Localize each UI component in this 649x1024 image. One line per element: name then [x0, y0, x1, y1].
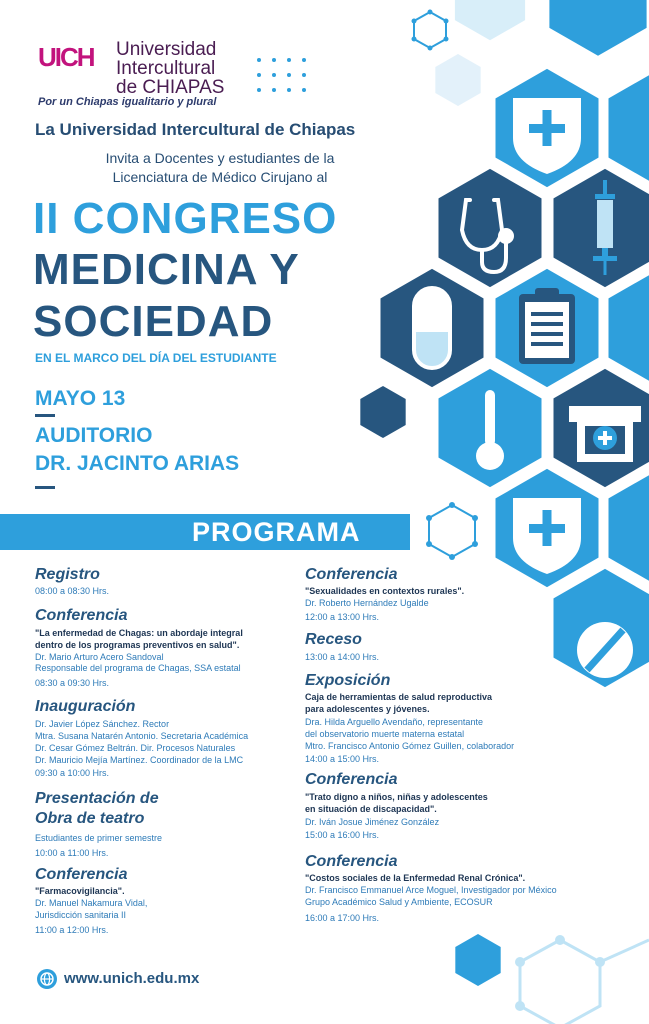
logo-line-2: Intercultural [116, 58, 216, 79]
headline-line-3: SOCIEDAD [33, 297, 274, 346]
teatro-heading-1: Presentación de [35, 790, 159, 807]
conf1-speaker-1: Dr. Mario Arturo Acero Sandoval [35, 652, 164, 662]
inaug-heading: Inauguración [35, 698, 136, 715]
divider [35, 414, 55, 417]
conf1-speaker-2: Responsable del programa de Chagas, SSA estatal [35, 663, 241, 673]
inaug-person-1: Dr. Javier López Sánchez. Rector [35, 719, 170, 729]
conf1-title-1: "La enfermedad de Chagas: un abordaje integral [35, 628, 243, 638]
first-aid-kit-icon [569, 406, 641, 462]
conf2-time: 11:00 a 12:00 Hrs. [35, 925, 109, 935]
conf2-heading: Conferencia [35, 866, 128, 883]
conf1-title-2: dentro de los programas preventivos en salud". [35, 640, 240, 650]
receso-time: 13:00 a 14:00 Hrs. [305, 652, 380, 662]
conf1-heading: Conferencia [35, 607, 128, 624]
expo-time: 14:00 a 15:00 Hrs. [305, 754, 380, 764]
conf5-heading: Conferencia [305, 853, 398, 870]
receso-heading: Receso [305, 631, 362, 648]
website-link[interactable]: www.unich.edu.mx [64, 970, 200, 987]
conf5-speaker-1: Dr. Francisco Emmanuel Arce Moguel, Investigador por México [305, 885, 557, 895]
conf2-title: "Farmacovigilancia". [35, 886, 125, 896]
expo-title-2: para adolescentes y jóvenes. [305, 704, 430, 714]
expo-person-3: Mtro. Francisco Antonio Gómez Guillen, colaborador [305, 741, 515, 751]
logo-line-3: de CHIAPAS [116, 77, 225, 98]
globe-icon [37, 969, 57, 989]
intro-line-1: Invita a Docentes y estudiantes de la [105, 150, 335, 166]
conf5-title: "Costos sociales de la Enfermedad Renal Crónica". [305, 873, 526, 883]
inaug-time: 09:30 a 10:00 Hrs. [35, 768, 110, 778]
registro-time: 08:00 a 08:30 Hrs. [35, 586, 110, 596]
program-label: PROGRAMA [192, 517, 361, 547]
conf5-speaker-2: Grupo Académico Salud y Ambiente, ECOSUR [305, 897, 493, 907]
conf1-time: 08:30 a 09:30 Hrs. [35, 678, 110, 688]
teatro-desc: Estudiantes de primer semestre [35, 833, 163, 843]
conf3-time: 12:00 a 13:00 Hrs. [305, 612, 380, 622]
logo-mark: UICH [38, 42, 94, 72]
inaug-person-3: Dr. Cesar Gómez Beltrán. Dir. Procesos Naturales [35, 743, 236, 753]
clipboard-icon [519, 288, 575, 364]
intro-line-2: Licenciatura de Médico Cirujano al [112, 169, 328, 185]
expo-person-1: Dra. Hilda Arguello Avendaño, representante [305, 717, 483, 727]
conf4-speaker: Dr. Iván Josue Jiménez González [305, 817, 440, 827]
divider [35, 486, 55, 489]
headline-subtitle: EN EL MARCO DEL DÍA DEL ESTUDIANTE [35, 351, 277, 365]
conf2-speaker-1: Dr. Manuel Nakamura Vidal, [35, 898, 148, 908]
capsule-icon [414, 288, 450, 368]
logo-line-1: Universidad [116, 39, 217, 60]
registro-heading: Registro [35, 566, 100, 583]
headline-line-1: II CONGRESO [33, 194, 338, 243]
event-date: MAYO 13 [35, 387, 126, 410]
expo-title-1: Caja de herramientas de salud reproductiva [305, 692, 493, 702]
conf4-title-1: "Trato digno a niños, niñas y adolescentes [305, 792, 488, 802]
conf4-time: 15:00 a 16:00 Hrs. [305, 830, 380, 840]
conf4-heading: Conferencia [305, 771, 398, 788]
inaug-person-2: Mtra. Susana Natarén Antonio. Secretaria Académica [35, 731, 249, 741]
conf4-title-2: en situación de discapacidad". [305, 804, 437, 814]
intro-title: La Universidad Intercultural de Chiapas [35, 120, 356, 139]
conf3-title: "Sexualidades en contextos rurales". [305, 586, 465, 596]
conf2-speaker-2: Jurisdicción sanitaria II [35, 910, 127, 920]
logo-tagline: Por un Chiapas igualitario y plural [38, 96, 217, 108]
conf3-speaker: Dr. Roberto Hernández Ugalde [305, 598, 429, 608]
event-place-2: DR. JACINTO ARIAS [35, 452, 240, 475]
pill-icon [577, 622, 633, 678]
teatro-heading-2: Obra de teatro [35, 810, 145, 827]
conf3-heading: Conferencia [305, 566, 398, 583]
inaug-person-4: Dr. Mauricio Mejía Martínez. Coordinador de la LMC [35, 755, 244, 765]
event-place-1: AUDITORIO [35, 424, 153, 447]
headline-line-2: MEDICINA Y [33, 245, 300, 294]
teatro-time: 10:00 a 11:00 Hrs. [35, 848, 109, 858]
expo-person-2: del observatorio muerte materna estatal [305, 729, 465, 739]
conf5-time: 16:00 a 17:00 Hrs. [305, 913, 380, 923]
expo-heading: Exposición [305, 672, 391, 689]
